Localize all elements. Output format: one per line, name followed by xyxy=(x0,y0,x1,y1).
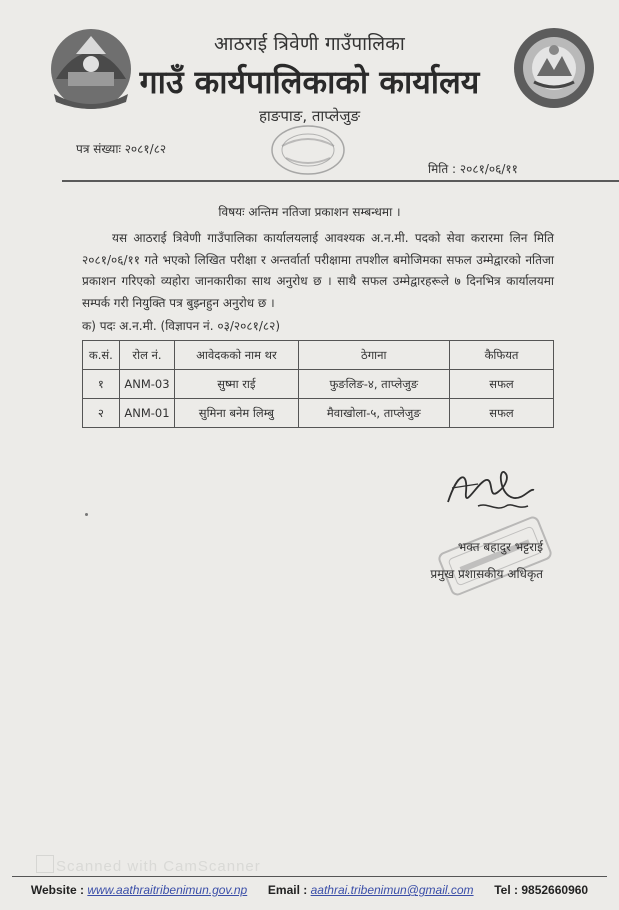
signatory-name: भक्त बहादुर भट्टराई xyxy=(457,540,543,554)
results-table xyxy=(82,340,554,428)
cell-address: फुङलिङ-४, ताप्लेजुङ xyxy=(298,370,450,399)
col-header-name: आवेदकको नाम थर xyxy=(175,341,298,370)
telephone-number: 9852660960 xyxy=(521,883,589,897)
email-label: Email : xyxy=(267,883,308,897)
office-stamp xyxy=(248,112,368,182)
col-header-address: ठेगाना xyxy=(298,341,450,370)
office-title: गाउँ कार्यपालिकाको कार्यालय xyxy=(139,63,480,101)
table-row xyxy=(83,370,554,399)
cell-address: मैवाखोला-५, ताप्लेजुङ xyxy=(298,399,450,428)
official-stamp xyxy=(430,508,560,604)
cell-sn: १ xyxy=(83,370,120,399)
col-header-roll: रोल नं. xyxy=(119,341,175,370)
footer xyxy=(0,883,619,897)
cell-remarks: सफल xyxy=(450,370,554,399)
cell-sn: २ xyxy=(83,399,120,428)
municipality-name: आठराई त्रिवेणी गाउँपालिका xyxy=(213,33,406,55)
scanner-watermark: Scanned with CamScanner xyxy=(56,858,261,875)
table-row xyxy=(83,399,554,428)
signatory-title: प्रमुख प्रशासकीय अधिकृत xyxy=(430,567,543,581)
cell-remarks: सफल xyxy=(450,399,554,428)
cell-name: सुष्मा राई xyxy=(175,370,298,399)
letter-body: यस आठराई त्रिवेणी गाउँपालिका कार्यालयलाई आवश्यक अ.न.मी. पदको सेवा करारमा लिन मिति २०८१/०६/११ गते भएको लिखित परीक्षा र अन्तर्वार्ता परीक्षामा तपशील बमोजिमका सफल उम्मेद्वारको नतिजा प्रकाशन गरिएको व्यहोरा जानकारीका साथ अनुरोध छ । साथै सफल उम्मेद्वारहरूले ७ दिनभित्र कार्यालयमा सम्पर्क गरी नियुक्ति पत्र बुझ्नहुन अनुरोध छ । xyxy=(82,231,554,310)
header-divider xyxy=(62,180,619,182)
speck xyxy=(85,513,88,516)
cell-roll: ANM-03 xyxy=(119,370,175,399)
cell-roll: ANM-01 xyxy=(119,399,175,428)
reference-number: पत्र संख्याः २०८१/८२ xyxy=(76,142,167,156)
website-label: Website : xyxy=(30,883,85,897)
footer-divider xyxy=(12,876,607,877)
post-line: क) पदः अ.न.मी. (विज्ञापन नं. ०३/२०८१/८२) xyxy=(82,319,281,333)
email-link[interactable]: aathrai.tribenimun@gmail.com xyxy=(310,883,474,897)
letter-subject: विषयः अन्तिम नतिजा प्रकाशन सम्बन्धमा । xyxy=(218,205,401,219)
col-header-remarks: कैफियत xyxy=(450,341,554,370)
col-header-sn: क.सं. xyxy=(83,341,120,370)
table-header-row xyxy=(83,341,554,370)
cell-name: सुमिना बनेम लिम्बु xyxy=(175,399,298,428)
letter-date: मिति : २०८१/०६/११ xyxy=(428,162,518,176)
office-address: हाङपाङ, ताप्लेजुङ xyxy=(258,107,361,125)
tel-label: Tel : xyxy=(494,883,519,897)
website-link[interactable]: www.aathraitribenimun.gov.np xyxy=(87,883,248,897)
